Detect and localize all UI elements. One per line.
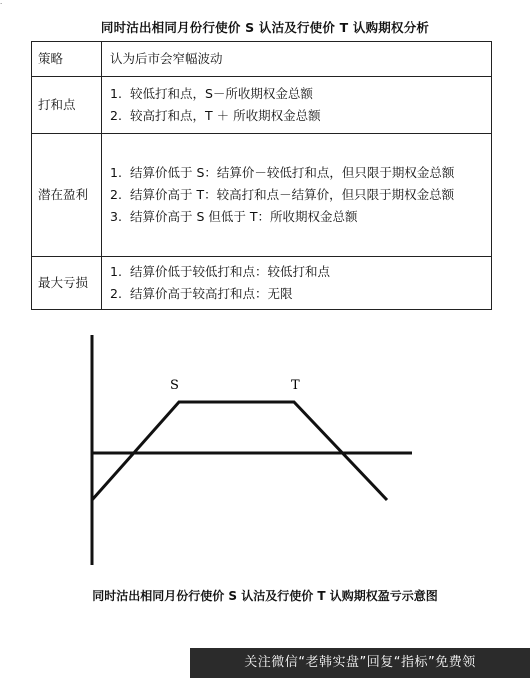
page-edge-mark [0,0,8,9]
list-item [110,261,483,283]
list-item [110,283,483,305]
breakeven-content [102,77,492,134]
item-text: 结算价高于 S 但低于 T：所收期权金总额 [130,209,358,224]
item-number: 1. [110,165,122,180]
loss-content [102,257,492,310]
list-item [110,162,483,184]
item-number: 2. [110,108,122,123]
item-number: 1. [110,264,122,279]
footer-banner: 关注微信“老韩实盘”回复“指标”免费领 [190,648,530,678]
item-number: 2. [110,286,122,301]
label-t: T [291,378,300,393]
item-text: 较高打和点，T ＋ 所收期权金总额 [130,108,321,123]
table-row-breakeven [32,77,492,134]
loss-label: 最大亏损 [32,257,102,310]
strategy-table [31,41,492,310]
item-number: 2. [110,187,122,202]
table-row-strategy [32,42,492,77]
list-item [110,206,483,228]
item-text: 结算价低于较低打和点：较低打和点 [130,264,331,279]
item-text: 结算价低于 S：结算价－较低打和点，但只限于期权金总额 [130,165,455,180]
profit-label: 潜在盈利 [32,134,102,257]
page-title: 同时沽出相同月份行使价 S 认沽及行使价 T 认购期权分析 [100,20,430,35]
strategy-value: 认为后市会窄幅波动 [102,42,492,77]
item-number: 1. [110,86,122,101]
item-text: 结算价高于 T：较高打和点－结算价，但只限于期权金总额 [130,187,455,202]
item-text: 较低打和点，S－所收期权金总额 [130,86,313,101]
breakeven-label: 打和点 [32,77,102,134]
edge-dot: · [0,0,3,8]
table-row-loss [32,257,492,310]
list-item [110,83,483,105]
list-item [110,184,483,206]
strategy-label: 策略 [32,42,102,77]
label-s: S [170,378,179,393]
table-row-profit [32,134,492,257]
profit-content [102,134,492,257]
item-text: 结算价高于较高打和点：无限 [130,286,293,301]
payoff-line [92,402,387,500]
item-number: 3. [110,209,122,224]
diagram-caption: 同时沽出相同月份行使价 S 认沽及行使价 T 认购期权盈亏示意图 [92,589,438,603]
list-item [110,105,483,127]
payoff-diagram [60,325,460,575]
